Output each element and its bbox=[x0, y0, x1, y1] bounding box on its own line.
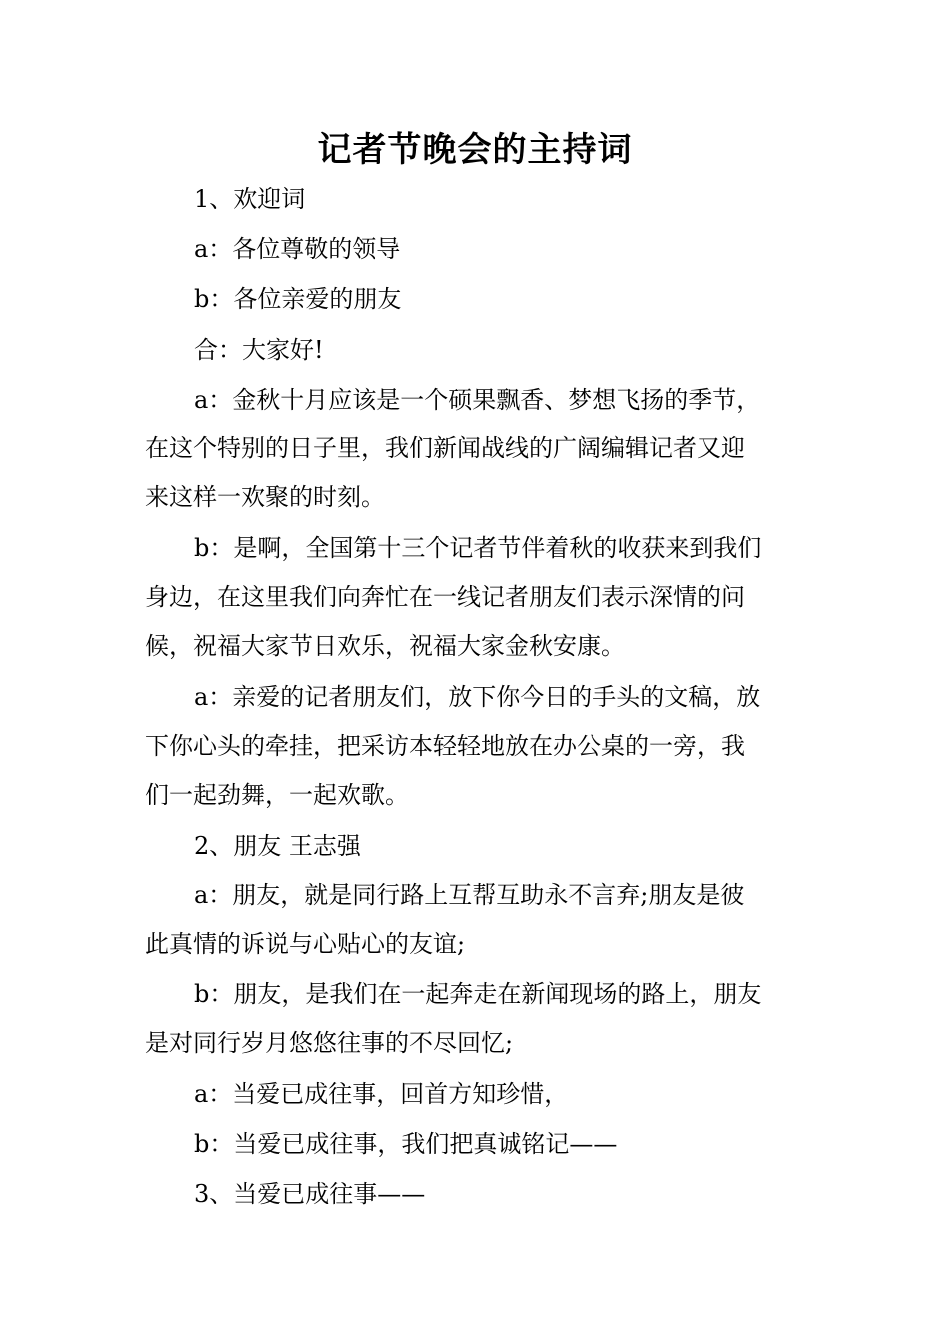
dialogue-line-continued: 下你心头的牵挂，把采访本轻轻地放在办公桌的一旁，我 bbox=[145, 732, 745, 760]
dialogue-line-continued: 来这样一欢聚的时刻。 bbox=[145, 483, 385, 511]
dialogue-line: b：朋友，是我们在一起奔走在新闻现场的路上，朋友 bbox=[194, 980, 762, 1008]
section-heading-welcome: 1、欢迎词 bbox=[194, 185, 306, 213]
dialogue-line-continued: 候，祝福大家节日欢乐，祝福大家金秋安康。 bbox=[145, 632, 625, 660]
dialogue-line-continued: 们一起劲舞，一起欢歌。 bbox=[145, 781, 409, 809]
dialogue-line-continued: 在这个特别的日子里，我们新闻战线的广阔编辑记者又迎 bbox=[145, 434, 745, 462]
dialogue-line: 合：大家好! bbox=[194, 336, 324, 364]
dialogue-line: b：当爱已成往事，我们把真诚铭记—— bbox=[194, 1130, 618, 1158]
document-title: 记者节晚会的主持词 bbox=[317, 130, 633, 170]
dialogue-line-continued: 此真情的诉说与心贴心的友谊; bbox=[145, 930, 466, 958]
section-heading-friends: 2、朋友 王志强 bbox=[194, 832, 361, 860]
dialogue-line: a：各位尊敬的领导 bbox=[194, 235, 401, 263]
dialogue-line-continued: 身边，在这里我们向奔忙在一线记者朋友们表示深情的问 bbox=[145, 583, 745, 611]
dialogue-line: a：金秋十月应该是一个硕果飘香、梦想飞扬的季节， bbox=[194, 386, 761, 414]
dialogue-line-continued: 是对同行岁月悠悠往事的不尽回忆; bbox=[145, 1029, 514, 1057]
dialogue-line: b：各位亲爱的朋友 bbox=[194, 285, 402, 313]
dialogue-line: b：是啊，全国第十三个记者节伴着秋的收获来到我们 bbox=[194, 534, 762, 562]
dialogue-line: a：亲爱的记者朋友们，放下你今日的手头的文稿，放 bbox=[194, 683, 761, 711]
dialogue-line: a：朋友，就是同行路上互帮互助永不言弃;朋友是彼 bbox=[194, 881, 745, 909]
section-heading-song: 3、当爱已成往事—— bbox=[194, 1180, 426, 1208]
dialogue-line: a：当爱已成往事，回首方知珍惜， bbox=[194, 1080, 569, 1108]
